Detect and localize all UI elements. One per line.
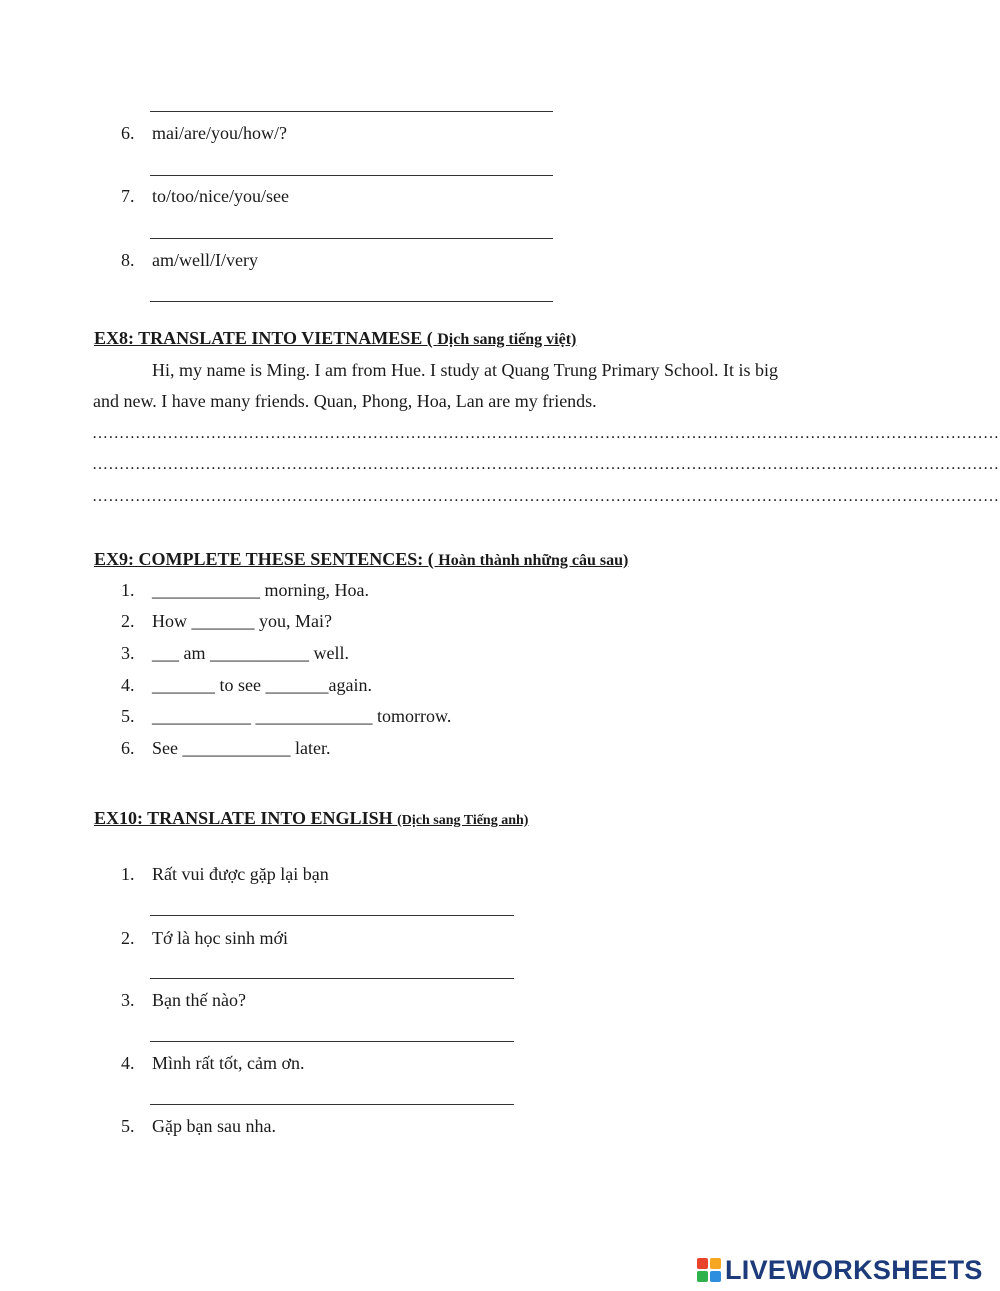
logo-text: LIVEWORKSHEETS [725, 1254, 983, 1285]
item-number: 4. [121, 675, 135, 695]
fill-in-sentence[interactable]: _______ to see _______again. [152, 675, 372, 695]
liveworksheets-logo [697, 1254, 983, 1286]
logo-block [710, 1258, 721, 1269]
fill-in-sentence[interactable]: ___ am ___________ well. [152, 643, 349, 663]
item-number: 2. [121, 928, 135, 948]
reading-paragraph-line1: Hi, my name is Ming. I am from Hue. I study at Quang Trung Primary School. It is big [152, 360, 778, 380]
logo-block [697, 1258, 708, 1269]
item-number: 3. [121, 990, 135, 1010]
item-number: 3. [121, 643, 135, 663]
item-number: 1. [121, 864, 135, 884]
item-number: 4. [121, 1053, 135, 1073]
scrambled-words: am/well/I/very [152, 250, 258, 270]
answer-line[interactable] [150, 301, 553, 302]
vietnamese-sentence: Tớ là học sinh mới [152, 928, 289, 948]
answer-line[interactable] [150, 175, 553, 176]
item-number: 2. [121, 611, 135, 631]
item-number: 6. [121, 123, 135, 143]
answer-line[interactable] [150, 1104, 514, 1105]
dotted-answer-line[interactable]: …………………………………………………………………………………………………………………………………………………… [92, 456, 1000, 473]
answer-line[interactable] [150, 238, 553, 239]
ex8-heading: EX8: TRANSLATE INTO VIETNAMESE ( Dịch sang tiếng việt) [94, 328, 577, 348]
scrambled-words: mai/are/you/how/? [152, 123, 287, 143]
answer-line[interactable] [150, 111, 553, 112]
fill-in-sentence[interactable]: ____________ morning, Hoa. [152, 580, 369, 600]
reading-paragraph-line2: and new. I have many friends. Quan, Phong, Hoa, Lan are my friends. [93, 391, 597, 411]
item-number: 8. [121, 250, 135, 270]
vietnamese-sentence: Gặp bạn sau nha. [152, 1116, 276, 1136]
fill-in-sentence[interactable]: ___________ _____________ tomorrow. [152, 706, 452, 726]
vietnamese-sentence: Bạn thế nào? [152, 990, 246, 1010]
vietnamese-sentence: Rất vui được gặp lại bạn [152, 864, 329, 884]
vietnamese-sentence: Mình rất tốt, cảm ơn. [152, 1053, 305, 1073]
answer-line[interactable] [150, 1041, 514, 1042]
dotted-answer-line[interactable]: …………………………………………………………………………………………………………………………………………………… [92, 425, 1000, 442]
item-number: 1. [121, 580, 135, 600]
scrambled-words: to/too/nice/you/see [152, 186, 289, 206]
ex10-heading: EX10: TRANSLATE INTO ENGLISH (Dịch sang Tiếng anh) [94, 808, 529, 828]
answer-line[interactable] [150, 978, 514, 979]
item-number: 5. [121, 1116, 135, 1136]
logo-block [697, 1271, 708, 1282]
logo-blocks-icon [697, 1258, 721, 1282]
answer-line[interactable] [150, 915, 514, 916]
ex9-heading: EX9: COMPLETE THESE SENTENCES: ( Hoàn thành những câu sau) [94, 549, 629, 569]
fill-in-sentence[interactable]: See ____________ later. [152, 738, 331, 758]
item-number: 6. [121, 738, 135, 758]
item-number: 5. [121, 706, 135, 726]
item-number: 7. [121, 186, 135, 206]
logo-block [710, 1271, 721, 1282]
fill-in-sentence[interactable]: How _______ you, Mai? [152, 611, 332, 631]
dotted-answer-line[interactable]: …………………………………………………………………………………………………………………………………………………… [92, 488, 1000, 505]
